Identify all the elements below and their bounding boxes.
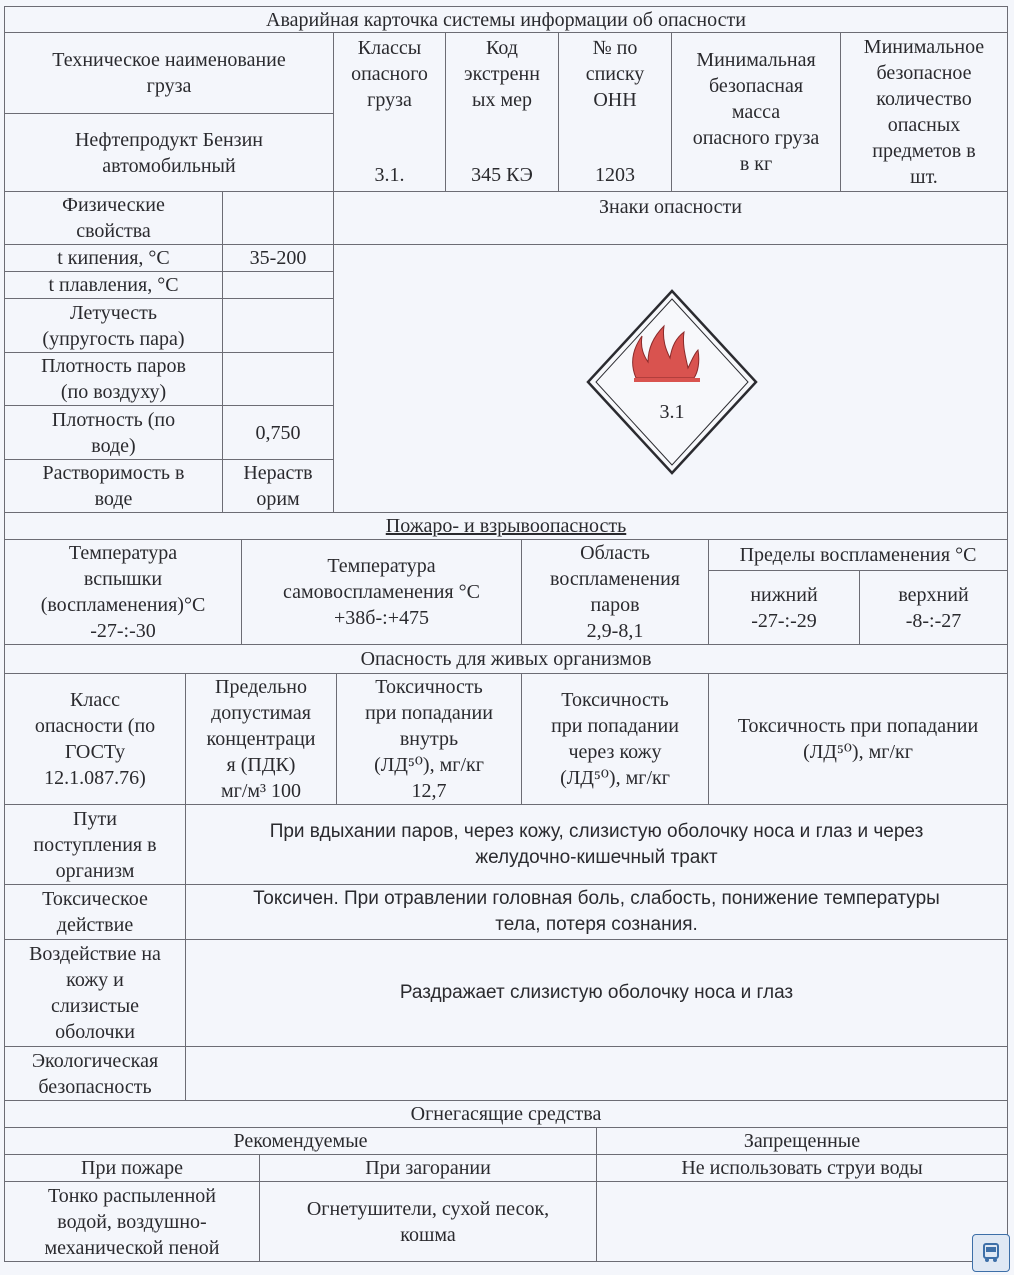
lower-limit-cell: нижний -27-:-29 — [708, 570, 860, 645]
tech-name-value: Нефтепродукт Бензин автомобильный — [4, 113, 334, 192]
on-ignition-header: При загорании — [259, 1154, 597, 1182]
vapor-density-label: Плотность паров (по воздуху) — [4, 352, 223, 406]
hazard-class-label: Классы опасного груза — [333, 32, 446, 192]
density-value: 0,750 — [222, 405, 334, 460]
extinguishing-title: Огнегасящие средства — [4, 1100, 1008, 1128]
mac-cell: Предельно допустимая концентраци я (ПДК) мг/м³ 100 — [185, 673, 337, 805]
emergency-code-label: Код экстренн ых мер — [445, 32, 559, 192]
flammable-liquid-sign — [584, 288, 760, 476]
skin-effect-label: Воздействие на кожу и слизистые оболочки — [4, 939, 186, 1047]
inhalation-toxicity-cell: Токсичность при попадании (ЛД⁵⁰), мг/кг — [708, 673, 1008, 805]
boiling-point-label: t кипения, °С — [4, 244, 223, 272]
physical-title: Физические свойства — [4, 191, 223, 245]
volatility-value — [222, 298, 334, 353]
card-title: Аварийная карточка системы информации об опасности — [4, 6, 1008, 33]
forbidden-value: Не использовать струи воды — [596, 1154, 1008, 1182]
melting-point-value — [222, 271, 334, 299]
solubility-label: Растворимость в воде — [4, 459, 223, 513]
truck-badge[interactable] — [972, 1234, 1010, 1272]
physical-title-value — [222, 191, 334, 245]
ecological-safety-label: Экологическая безопасность — [4, 1046, 186, 1101]
ignition-area-cell: Область воспламенения паров 2,9-8,1 — [521, 539, 709, 645]
on-ignition-value: Огнетушители, сухой песок, кошма — [259, 1181, 597, 1262]
toxic-effect-value: Токсичен. При отравлении головная боль, слабость, понижение температуры тела, потеря сознания. — [185, 884, 1008, 940]
forbidden-header: Запрещенные — [596, 1127, 1008, 1155]
recommended-header: Рекомендуемые — [4, 1127, 597, 1155]
oon-number-label: № по списку ОНН — [558, 32, 672, 192]
on-fire-header: При пожаре — [4, 1154, 260, 1182]
skin-toxicity-cell: Токсичность при попадании через кожу (ЛД⁵⁰), мг/кг — [521, 673, 709, 805]
solubility-value: Нераств орим — [222, 459, 334, 513]
autoignition-cell: Температура самовоспламенения °С +38б-:+475 — [241, 539, 522, 645]
fire-hazard-title: Пожаро- и взрывоопасность — [4, 512, 1008, 540]
sign-class-label: 3.1 — [659, 401, 685, 423]
min-quantity-label: Минимальное безопасное количество опасных предметов в шт. — [840, 32, 1008, 192]
min-mass-label: Минимальная безопасная масса опасного груза в кг — [671, 32, 841, 192]
oral-toxicity-cell: Токсичность при попадании внутрь (ЛД⁵⁰), мг/кг 12,7 — [336, 673, 522, 805]
hazard-signs-title: Знаки опасности — [333, 191, 1008, 245]
toxic-effect-label: Токсическое действие — [4, 884, 186, 940]
truck-icon — [979, 1241, 1003, 1265]
upper-limit-cell: верхний -8-:-27 — [859, 570, 1008, 645]
hazard-class-value: 3.1. — [374, 164, 405, 186]
ecological-safety-value — [185, 1046, 1008, 1101]
flash-point-cell: Температура вспышки (воспламенения)°С -27-:-30 — [4, 539, 242, 645]
exposure-routes-label: Пути поступления в организм — [4, 804, 186, 885]
density-label: Плотность (по воде) — [4, 405, 223, 460]
exposure-routes-value: При вдыхании паров, через кожу, слизистую оболочку носа и глаз и через желудочно-кишечный тракт — [185, 804, 1008, 885]
forbidden-value-extra — [596, 1181, 1008, 1262]
boiling-point-value: 35-200 — [222, 244, 334, 272]
vapor-density-value — [222, 352, 334, 406]
flammability-limits-title: Пределы воспламенения °С — [708, 539, 1008, 571]
health-hazard-title: Опасность для живых организмов — [4, 644, 1008, 674]
oon-number-value: 1203 — [595, 164, 635, 186]
hazard-class-gost-cell: Класс опасности (по ГОСТу 12.1.087.76) — [4, 673, 186, 805]
on-fire-value: Тонко распыленной водой, воздушно- механической пеной — [4, 1181, 260, 1262]
tech-name-label: Техническое наименование груза — [4, 32, 334, 114]
skin-effect-value: Раздражает слизистую оболочку носа и глаз — [185, 939, 1008, 1047]
volatility-label: Летучесть (упругость пара) — [4, 298, 223, 353]
emergency-code-value: 345 КЭ — [471, 164, 533, 186]
melting-point-label: t плавления, °С — [4, 271, 223, 299]
